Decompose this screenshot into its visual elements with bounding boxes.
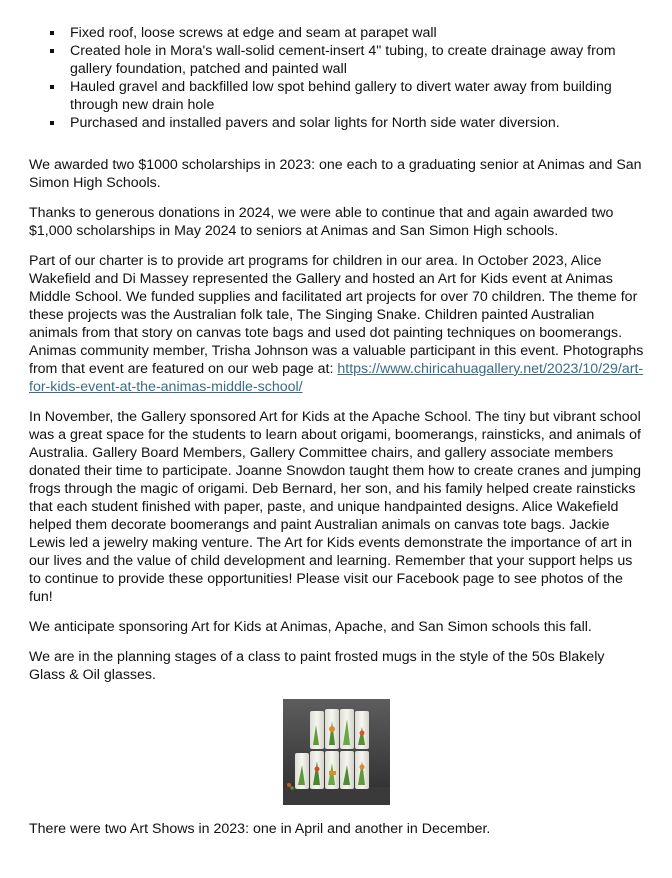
bullet-square-icon xyxy=(50,85,54,89)
list-item: Fixed roof, loose screws at edge and seam at parapet wall xyxy=(29,24,644,42)
art-for-kids-november-paragraph: In November, the Gallery sponsored Art for Kids at the Apache School. The tiny but vibrant school was a great space for the students to learn about origami, boomerangs, rainsticks, and animals of Australia. Gallery Board Members, Gallery Committee chairs, and gallery associate members donated their time to participate. Joanne Snowdon taught them how to create cranes and jumping frogs through the magic of origami. Deb Bernard, her son, and his family helped create rainsticks that each student finished with paper, paste, and unique handpainted designs. Alice Wakefield helped them decorate boomerangs and paint Australian animals on canvas tote bags. Jackie Lewis led a jewelry making venture. The Art for Kids events demonstrate the importance of art in our lives and the value of child development and learning. Remember that your support helps us to continue to provide these opportunities! Please visit our Facebook page to see photos of the fun! xyxy=(29,409,642,605)
gallery-event-link[interactable]: https://www.chiricahuagallery.net/2023/10/29/art-for-kids-event-at-the-animas-middle-school/ xyxy=(29,361,644,395)
art-shows-paragraph: There were two Art Shows in 2023: one in April and another in December. xyxy=(29,821,491,837)
list-item: Hauled gravel and backfilled low spot behind gallery to divert water away from building through new drain hole xyxy=(29,78,644,114)
anticipate-paragraph: We anticipate sponsoring Art for Kids at Animas, Apache, and San Simon schools this fall. xyxy=(29,619,592,635)
list-item: Created hole in Mora's wall-solid cement-insert 4" tubing, to create drainage away from gallery foundation, patched and painted wall xyxy=(29,42,644,78)
maintenance-bullet-list xyxy=(29,24,644,132)
document-page xyxy=(29,24,644,838)
frosted-glasses-photo xyxy=(29,699,644,805)
frosted-glasses-image xyxy=(283,699,390,805)
art-for-kids-october-text: Part of our charter is to provide art programs for children in our area. In October 2023, Alice Wakefield and Di Massey represented the Gallery and hosted an Art for Kids event at Animas Middle School. We funded supplies and facilitated art projects for over 70 children. The theme for these projects was the Australian folk tale, The Singing Snake. Children painted Australian animals from that story on canvas tote bags and used dot painting techniques on boomerangs. Animas community member, Trisha Johnson was a valuable participant in this event. Photographs from that event are featured on our web page at: xyxy=(29,253,644,377)
scholarships-2024-paragraph: Thanks to generous donations in 2024, we were able to continue that and again awarded two $1,000 scholarships in May 2024 to seniors at Animas and San Simon High schools. xyxy=(29,205,614,239)
bullet-square-icon xyxy=(50,31,54,35)
bullet-square-icon xyxy=(50,121,54,125)
planning-paragraph: We are in the planning stages of a class to paint frosted mugs in the style of the 50s Blakely Glass & Oil glasses. xyxy=(29,649,605,683)
art-for-kids-october-paragraph xyxy=(29,252,644,396)
scholarships-2023-paragraph: We awarded two $1000 scholarships in 2023: one each to a graduating senior at Animas and San Simon High Schools. xyxy=(29,157,642,191)
list-item: Purchased and installed pavers and solar lights for North side water diversion. xyxy=(29,114,644,132)
bullet-square-icon xyxy=(50,49,54,53)
